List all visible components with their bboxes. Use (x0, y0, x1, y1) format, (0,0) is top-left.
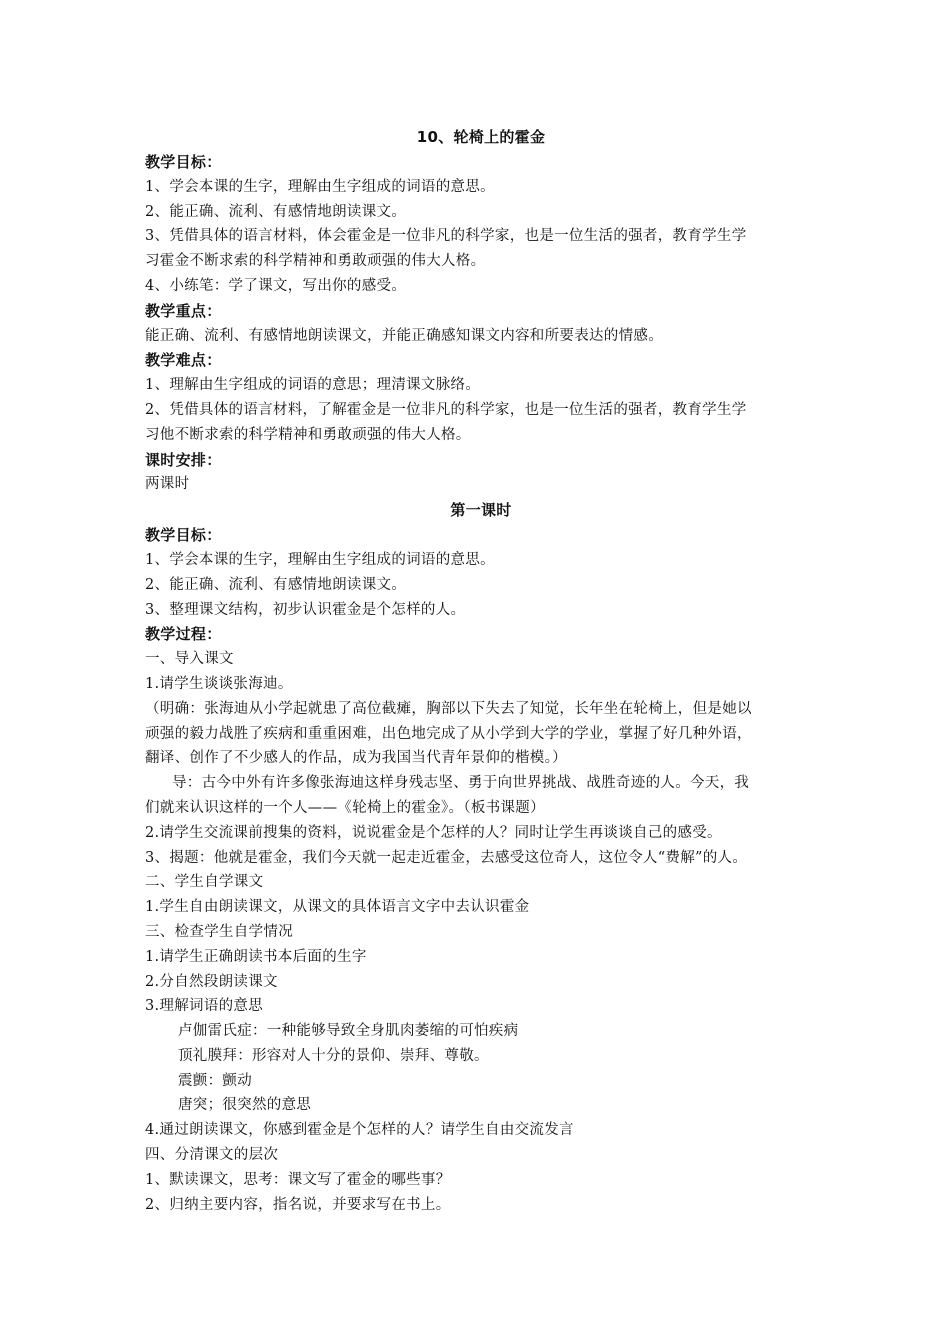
paragraph-line: 2、凭借具体的语言材料，了解霍金是一位非凡的科学家，也是一位生活的强者，教育学生学 (145, 401, 747, 418)
section-heading: 教学目标： (145, 526, 222, 545)
paragraph-line: 4.通过朗读课文，你感到霍金是个怎样的人？请学生自由交流发言 (145, 1122, 574, 1139)
paragraph-line: 四、分清课文的层次 (145, 1147, 279, 1164)
paragraph-line: 能正确、流利、有感情地朗读课文，并能正确感知课文内容和所要表达的情感。 (145, 327, 663, 344)
paragraph-line: 1、默读课文，思考：课文写了霍金的哪些事？ (145, 1171, 451, 1188)
paragraph-line: 翻译、创作了不少感人的作品，成为我国当代青年景仰的楷模。） (145, 750, 567, 767)
paragraph-line: 1.请学生正确朗读书本后面的生字 (145, 948, 367, 965)
paragraph-line: 2.请学生交流课前搜集的资料，说说霍金是个怎样的人？同时让学生再谈谈自己的感受。 (145, 824, 722, 841)
paragraph-line: 3、凭借具体的语言材料，体会霍金是一位非凡的科学家，也是一位生活的强者，教育学生学 (145, 228, 747, 245)
paragraph-line: 2.分自然段朗读课文 (145, 973, 278, 990)
paragraph-line: 3.理解词语的意思 (145, 998, 264, 1015)
paragraph-line: 习他不断求索的科学精神和勇敢顽强的伟大人格。 (145, 426, 471, 443)
paragraph-line: 1.请学生谈谈张海迪。 (145, 675, 293, 692)
paragraph-line: 1、学会本课的生字，理解由生字组成的词语的意思。 (145, 178, 495, 195)
paragraph-line: 们就来认识这样的一个人——《轮椅上的霍金》。（板书课题） (145, 799, 545, 816)
paragraph-line: 习霍金不断求索的科学精神和勇敢顽强的伟大人格。 (145, 253, 486, 270)
document-body (145, 150, 817, 1217)
section-heading: 教学重点： (145, 301, 222, 320)
paragraph-line: 2、能正确、流利、有感情地朗读课文。 (145, 576, 407, 593)
definition-line: 卢伽雷氏症：一种能够导致全身肌肉萎缩的可怕疾病 (178, 1023, 519, 1040)
paragraph-line: 1.学生自由朗读课文，从课文的具体语言文字中去认识霍金 (145, 899, 530, 916)
lesson-title: 第一课时 (450, 501, 512, 520)
definition-line: 顶礼膜拜：形容对人十分的景仰、崇拜、尊敬。 (178, 1047, 489, 1064)
document-page (145, 124, 817, 1217)
definition-line: 唐突；很突然的意思 (178, 1097, 312, 1114)
paragraph-line: 一、导入课文 (145, 651, 234, 668)
paragraph-line: 3、整理课文结构，初步认识霍金是个怎样的人。 (145, 601, 466, 618)
paragraph-line: 4、小练笔：学了课文，写出你的感受。 (145, 277, 407, 294)
paragraph-line: 顽强的毅力战胜了疾病和重重困难，出色地完成了从小学到大学的学业，掌握了好几种外语， (145, 725, 752, 742)
paragraph-line: 2、能正确、流利、有感情地朗读课文。 (145, 203, 407, 220)
section-heading: 教学难点： (145, 351, 222, 370)
paragraph-line: 两课时 (145, 476, 190, 493)
section-heading: 教学过程： (145, 625, 222, 644)
paragraph-line: 导：古今中外有许多像张海迪这样身残志坚、勇于向世界挑战、战胜奇迹的人。今天，我 (172, 775, 750, 792)
paragraph-line: 2、归纳主要内容，指名说，并要求写在书上。 (145, 1196, 451, 1213)
section-heading: 教学目标： (145, 153, 222, 171)
paragraph-line: （明确：张海迪从小学起就患了高位截瘫，胸部以下失去了知觉，长年坐在轮椅上，但是她以 (145, 700, 752, 717)
paragraph-line: 3、揭题：他就是霍金，我们今天就一起走近霍金，去感受这位奇人，这位令人“费解”的人。 (145, 849, 748, 866)
paragraph-line: 1、理解由生字组成的词语的意思；理清课文脉络。 (145, 377, 481, 394)
definition-line: 震颤：颤动 (178, 1072, 252, 1089)
paragraph-line: 二、学生自学课文 (145, 874, 264, 891)
paragraph-line: 1、学会本课的生字，理解由生字组成的词语的意思。 (145, 551, 495, 568)
document-title: 10、轮椅上的霍金 (416, 128, 546, 146)
paragraph-line: 三、检查学生自学情况 (145, 923, 293, 940)
section-heading: 课时安排： (145, 450, 222, 469)
